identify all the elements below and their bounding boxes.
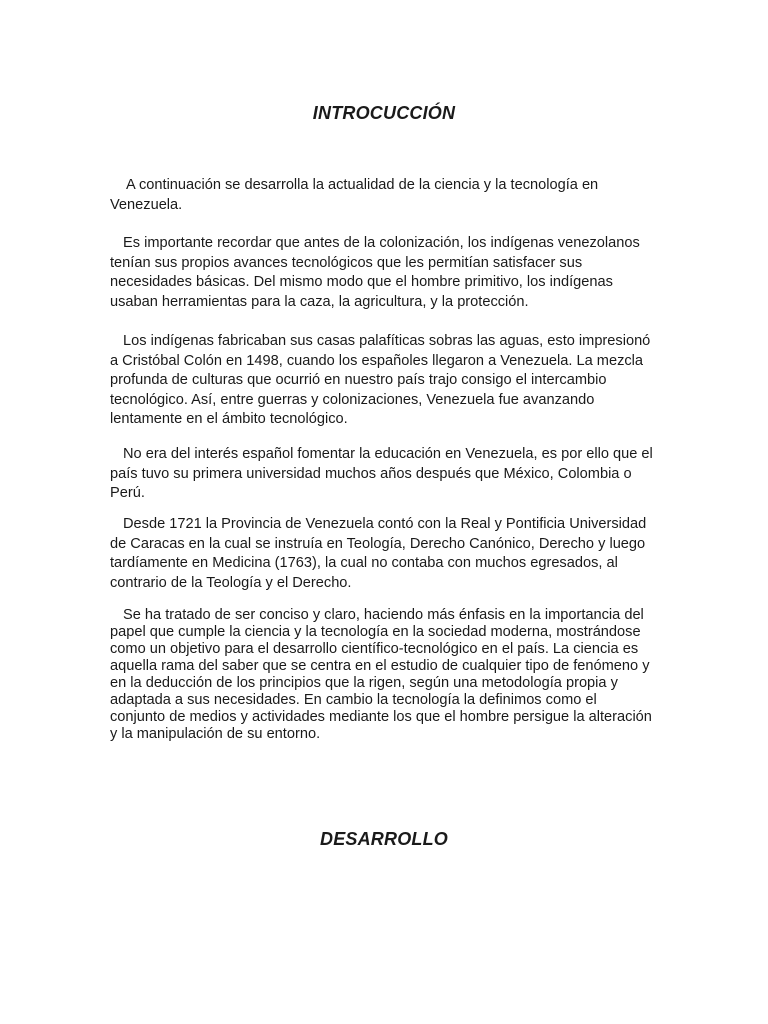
section-heading: DESARROLLO (320, 829, 448, 849)
document-title: INTROCUCCIÓN (312, 103, 456, 123)
paragraph: No era del interés español fomentar la educación en Venezuela, es por ello que el país tuvo su primera universidad muchos años después que México, Colombia o Perú. (110, 446, 653, 501)
paragraph: Desde 1721 la Provincia de Venezuela contó con la Real y Pontificia Universidad de Caracas en la cual se instruía en Teología, Derecho Canónico, Derecho y luego tardíamente en Medicina (1763), la cual no contaba con muchos egresados, al contrario de la Teología y el Derecho. (110, 516, 647, 591)
paragraph: Es importante recordar que antes de la colonización, los indígenas venezolanos tenían sus propios avances tecnológicos que les permitían satisfacer sus necesidades básicas. Del mismo modo que el hombre primitivo, los indígenas usaban herramientas para la caza, la agricultura, y la protección. (110, 235, 640, 310)
paragraph: Se ha tratado de ser conciso y claro, haciendo más énfasis en la importancia del papel que cumple la ciencia y la tecnología en la sociedad moderna, mostrándose como un objetivo para el desarrollo científico-tecnológico en el país. La ciencia es aquella rama del saber que se centra en el estudio de cualquier tipo de fenómeno y en la deducción de los principios que la rigen, según una metodología propia y adaptada a sus necesidades. En cambio la tecnología la definimos como el conjunto de medios y actividades mediante los que el hombre persigue la alteración y la manipulación de su entorno. (110, 607, 652, 742)
paragraph: A continuación se desarrolla la actualidad de la ciencia y la tecnología en Venezuela. (110, 177, 599, 213)
paragraph: Los indígenas fabricaban sus casas palafíticas sobras las aguas, esto impresionó a Cristóbal Colón en 1498, cuando los españoles llegaron a Venezuela. La mezcla profunda de culturas que ocurrió en nuestro país trajo consigo el intercambio tecnológico. Así, entre guerras y colonizaciones, Venezuela fue avanzando lentamente en el ámbito tecnológico. (110, 333, 651, 427)
